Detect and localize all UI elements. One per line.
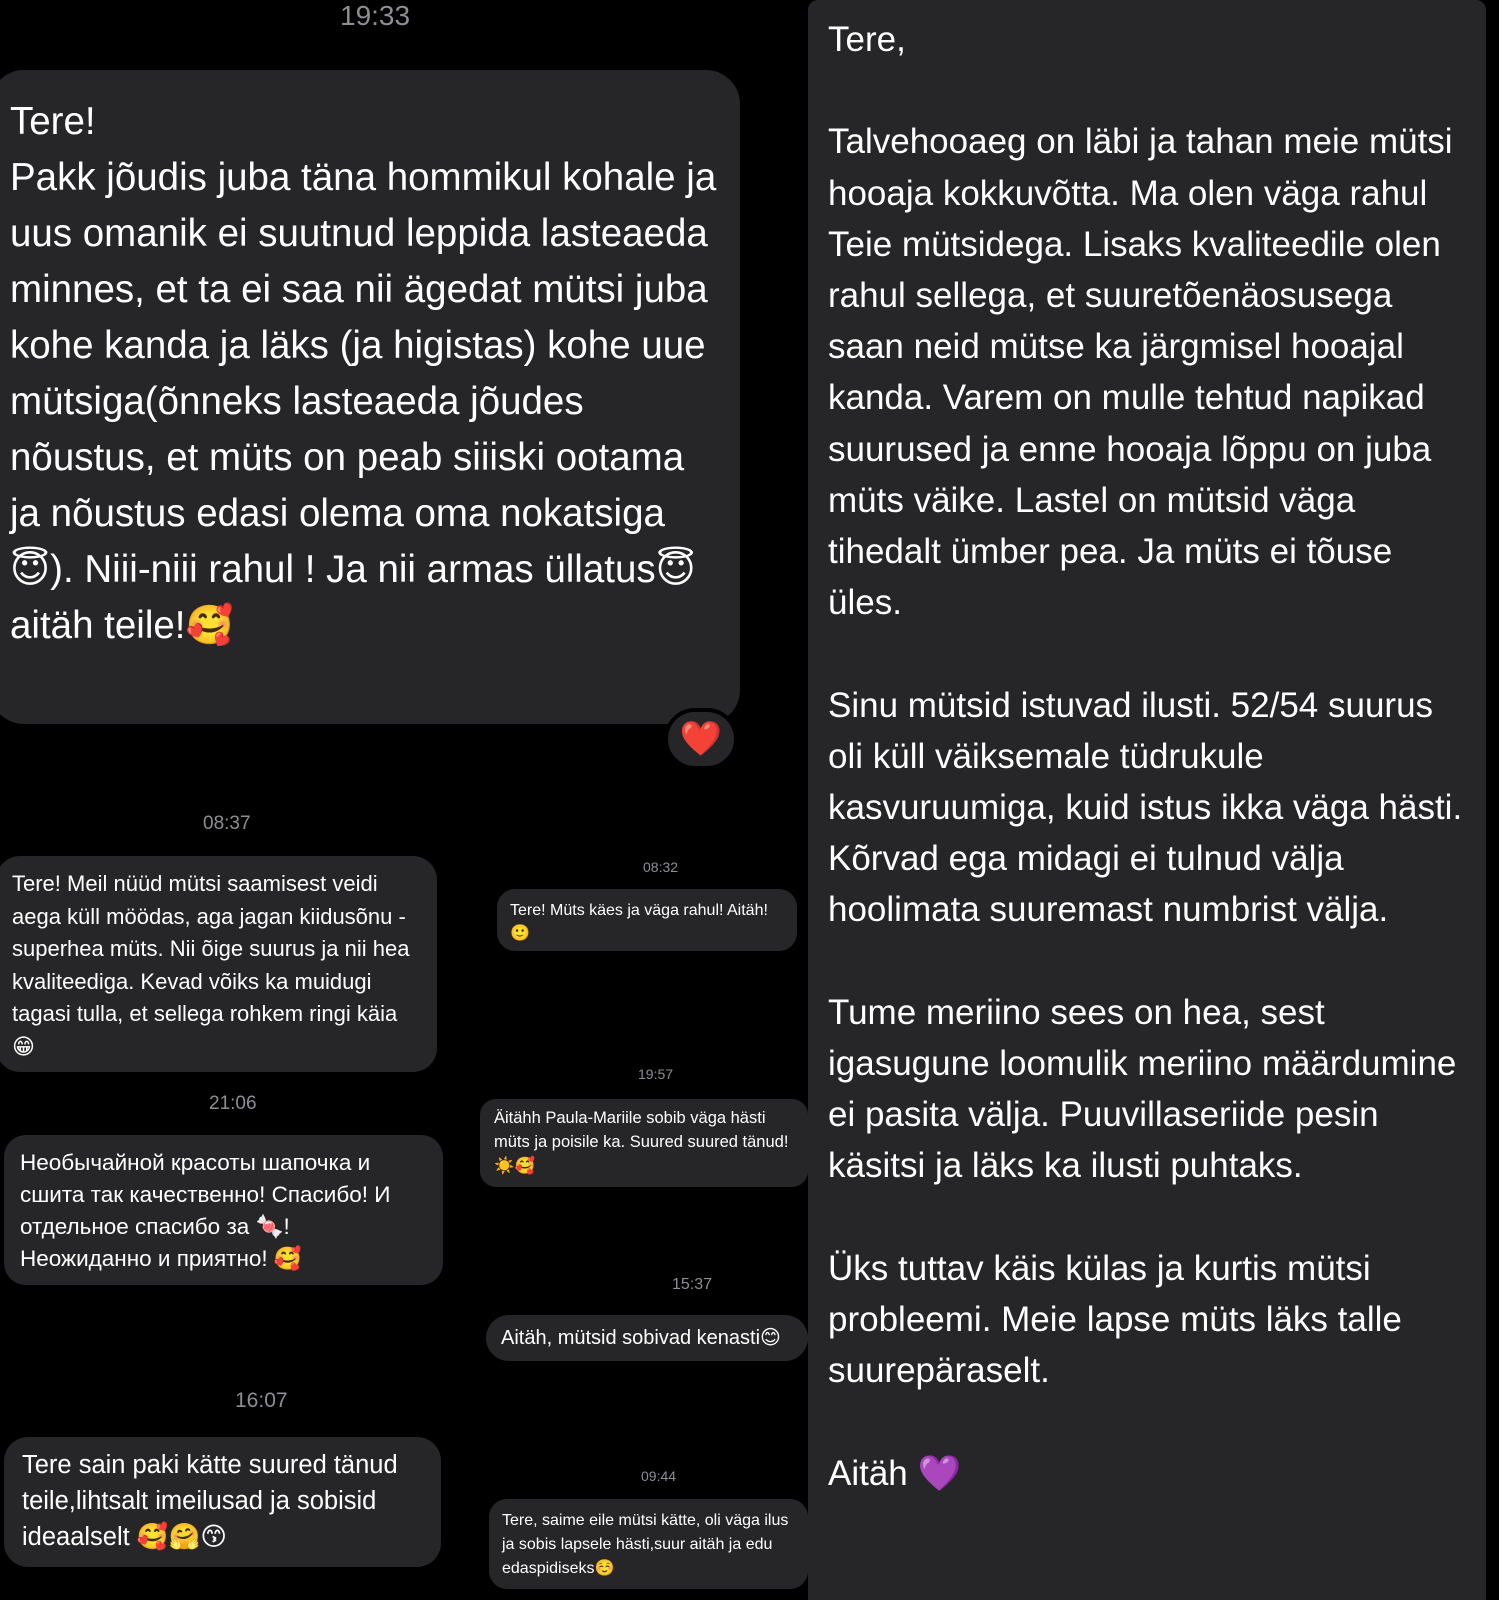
timestamp: 08:32 [643, 859, 679, 875]
message-bubble-4[interactable]: Tere sain paki kätte suured tänud teile,lihtsalt imeilusad ja sobisid ideaalselt 🥰🤗😙 [4, 1437, 441, 1567]
timestamp: 19:33 [340, 0, 411, 31]
heart-icon: ❤️ [679, 720, 723, 758]
message-bubble-1[interactable]: Tere! Pakk jõudis juba täna hommikul kohale ja uus omanik ei suutnud leppida lasteaeda minnes, et ta ei saa nii ägedat mütsi juba kohe kanda ja läks (ja higistas) kohe uue mütsiga(õnneks lasteaeda jõudes nõustus, et müts on peab siiiski ootama ja nõustus edasi olema oma nokatsiga😇). Niii-niii rahul ! Ja nii armas üllatus😇 aitäh teile!🥰 [0, 70, 740, 724]
message-bubble-2[interactable]: Tere! Meil nüüd mütsi saamisest veidi aega küll möödas, aga jagan kiidusõnu - superhea müts. Nii õige suurus ja nii hea kvaliteediga. Kevad võiks ka muidugi tagasi tulla, et sellega rohkem ringi käia 😁 [0, 856, 437, 1072]
message-bubble-7[interactable]: Aitäh, mütsid sobivad kenasti😊 [486, 1315, 808, 1361]
timestamp: 19:57 [638, 1066, 674, 1082]
message-bubble-6[interactable]: Äitähh Paula-Mariile sobib väga hästi müts ja poisile ka. Suured suured tänud!☀️🥰 [480, 1099, 808, 1187]
timestamp: 15:37 [672, 1276, 713, 1293]
timestamp: 16:07 [235, 1389, 288, 1412]
reaction-heart[interactable] [664, 708, 738, 770]
timestamp: 21:06 [209, 1093, 257, 1114]
timestamp: 09:44 [641, 1468, 677, 1484]
timestamp: 08:37 [203, 813, 251, 834]
message-bubble-5[interactable]: Tere! Müts käes ja väga rahul! Aitäh! 🙂 [497, 889, 797, 951]
long-message-panel[interactable]: Tere, Talvehooaeg on läbi ja tahan meie mütsi hooaja kokkuvõtta. Ma olen väga rahul Teie mütsidega. Lisaks kvaliteedile olen rahul sellega, et suuretõenäosusega saan neid mütse ka järgmisel hooajal kanda. Varem on mulle tehtud napikad suurused ja enne hooaja lõppu on juba müts väike. Lastel on mütsid väga tihedalt ümber pea. Ja müts ei tõuse üles. Sinu mütsid istuvad ilusti. 52/54 suurus oli küll väiksemale tüdrukule kasvuruumiga, kuid istus ikka väga hästi. Kõrvad ega midagi ei tulnud välja hoolimata suuremast numbrist välja. Tume meriino sees on hea, sest igasugune loomulik meriino määrdumine ei pasita välja. Puuvillaseriide pesin käsitsi ja läks ka ilusti puhtaks. Üks tuttav käis külas ja kurtis mütsi probleemi. Meie lapse müts läks talle suurepäraselt. Aitäh 💜 [808, 0, 1486, 1600]
message-bubble-8[interactable]: Tere, saime eile mütsi kätte, oli väga ilus ja sobis lapsele hästi,suur aitäh ja edu edaspidiseks☺️ [489, 1499, 808, 1589]
message-bubble-3[interactable]: Необычайной красоты шапочка и сшита так качественно! Спасибо! И отдельное спасибо за 🍬! Неожиданно и приятно! 🥰 [4, 1135, 443, 1285]
